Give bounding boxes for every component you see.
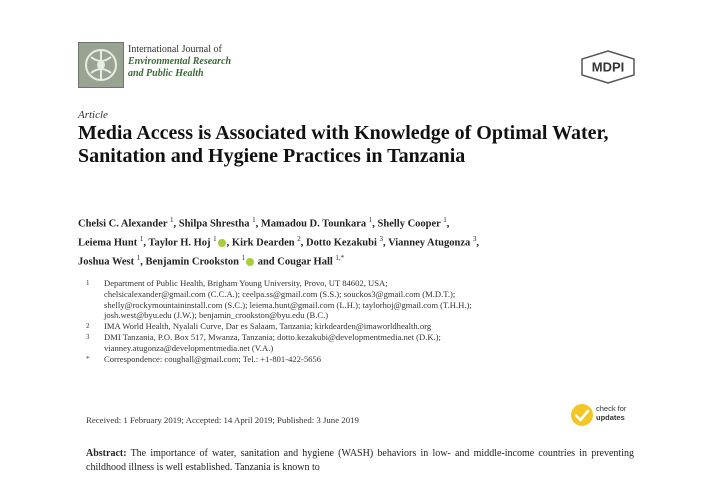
affiliation-line: [86, 300, 646, 311]
affiliation-number: [86, 300, 104, 311]
affiliation-line: [86, 289, 646, 300]
affiliation-number: [86, 289, 104, 300]
publication-dates: Received: 1 February 2019; Accepted: 14 April 2019; Published: 3 June 2019: [86, 415, 359, 425]
author-name: Shelly Cooper: [377, 218, 444, 230]
author-name: Mamadou D. Tounkara: [260, 218, 369, 230]
author-separator: ,: [255, 218, 261, 230]
orcid-icon[interactable]: [246, 258, 254, 266]
journal-logo: [78, 42, 124, 88]
author-separator: ,: [140, 256, 146, 268]
affiliation-text: DMI Tanzania, P.O. Box 517, Mwanza, Tanzania; dotto.kezakubi@developmentmedia.net (D.K.);: [104, 331, 441, 342]
affiliation-line: [86, 278, 646, 289]
author-name: Taylor H. Hoj: [148, 237, 214, 249]
orcid-icon[interactable]: [218, 239, 226, 247]
journal-name-line3: and Public Health: [128, 68, 204, 79]
author-separator: ,: [476, 237, 479, 249]
check-for-updates-label[interactable]: [596, 405, 626, 422]
author-affiliation-sup: 3: [379, 235, 383, 243]
affiliation-text: chelsicalexander@gmail.com (C.C.A.); ceelpa.ss@gmail.com (S.S.); souckos3@gmail.com (M.D.T.);: [104, 288, 456, 299]
affiliation-list: [86, 278, 646, 364]
author-affiliation-sup: 1: [443, 216, 447, 224]
author-affiliation-sup: 1,*: [335, 254, 345, 262]
author-name: Joshua West: [78, 256, 137, 268]
affiliation-line: [86, 343, 646, 354]
author-separator: ,: [226, 237, 232, 249]
author-separator: ,: [446, 218, 450, 230]
affiliation-number: *: [86, 354, 90, 363]
author-affiliation-sup: 1: [241, 254, 246, 262]
author-line-1: [78, 213, 638, 232]
author-separator: ,: [173, 218, 179, 230]
author-line-2: [78, 232, 638, 251]
author-affiliation-sup: 1: [169, 216, 174, 224]
author-separator: ,: [143, 237, 149, 249]
author-separator: ,: [300, 237, 306, 249]
author-separator: and: [255, 256, 278, 268]
affiliation-line: [86, 321, 646, 332]
author-line-3: [78, 251, 638, 270]
affiliation-text: vianney.atugonza@developmentmedia.net (V.A.): [104, 342, 274, 353]
author-name: Cougar Hall: [277, 256, 336, 268]
author-name: Shilpa Shrestha: [178, 218, 253, 230]
author-name: Leiema Hunt: [78, 237, 140, 249]
affiliation-text: josh.west@byu.edu (J.W.); benjamin_crookston@byu.edu (B.C.): [104, 310, 329, 321]
affiliation-number: 1: [86, 279, 90, 287]
journal-name-line2: Environmental Research: [128, 56, 232, 67]
journal-name: [128, 44, 231, 80]
affiliation-text: Correspondence: coughall@gmail.com; Tel.: +1-801-422-5656: [104, 353, 322, 364]
affiliation-text: Department of Public Health, Brigham Young University, Provo, UT 84602, USA;: [104, 278, 388, 288]
author-separator: ,: [383, 237, 389, 249]
article-title: Media Access is Associated with Knowledge of Optimal Water, Sanitation and Hygiene Practices in Tanzania: [78, 122, 609, 167]
author-name: Vianney Atugonza: [388, 237, 473, 249]
affiliation-line: [86, 354, 646, 365]
author-affiliation-sup: 1: [139, 235, 144, 243]
affiliation-text: shelly@rockymountaininstall.com (S.C.); leiema.hunt@gmail.com (L.H.); taylorhoj@gmail.com (T.H.H.);: [104, 299, 472, 310]
author-name: Dotto Kezakubi: [306, 237, 380, 249]
author-affiliation-sup: 1: [213, 235, 217, 243]
author-affiliation-sup: 3: [472, 235, 477, 243]
affiliation-number: [86, 343, 104, 354]
abstract-text: The importance of water, sanitation and hygiene (WASH) behaviors in low- and middle-income countries in preventing childhood illness is well established. Tanzania is known to: [86, 448, 634, 473]
affiliation-number: 3: [86, 332, 90, 341]
affiliation-text: IMA World Health, Nyalali Curve, Dar es Salaam, Tanzania; kirkdearden@imaworldhealth.org: [104, 321, 432, 332]
author-affiliation-sup: 1: [252, 216, 256, 224]
check-for-updates-icon[interactable]: [570, 403, 594, 432]
affiliation-line: [86, 332, 646, 343]
author-affiliation-sup: 2: [297, 235, 301, 243]
author-affiliation-sup: 1: [368, 216, 373, 224]
affiliation-line: [86, 310, 646, 321]
author-name: Chelsi C. Alexander: [78, 218, 170, 230]
affiliation-number: [86, 310, 104, 321]
abstract: [86, 447, 634, 475]
mdpi-logo: [580, 50, 636, 89]
journal-name-line1: International Journal of: [128, 44, 222, 55]
check-for-updates-line1: check for: [596, 404, 627, 413]
author-list: [78, 213, 638, 270]
author-name: Kirk Dearden: [231, 237, 298, 249]
author-name: Benjamin Crookston: [145, 256, 242, 268]
author-affiliation-sup: 1: [136, 254, 141, 262]
abstract-label: Abstract:: [86, 448, 127, 459]
check-for-updates-line2: updates: [596, 412, 625, 422]
author-separator: ,: [372, 218, 378, 230]
affiliation-number: 2: [86, 322, 90, 331]
article-type: Article: [78, 109, 108, 121]
mdpi-logo-text: MDPI: [591, 59, 625, 75]
